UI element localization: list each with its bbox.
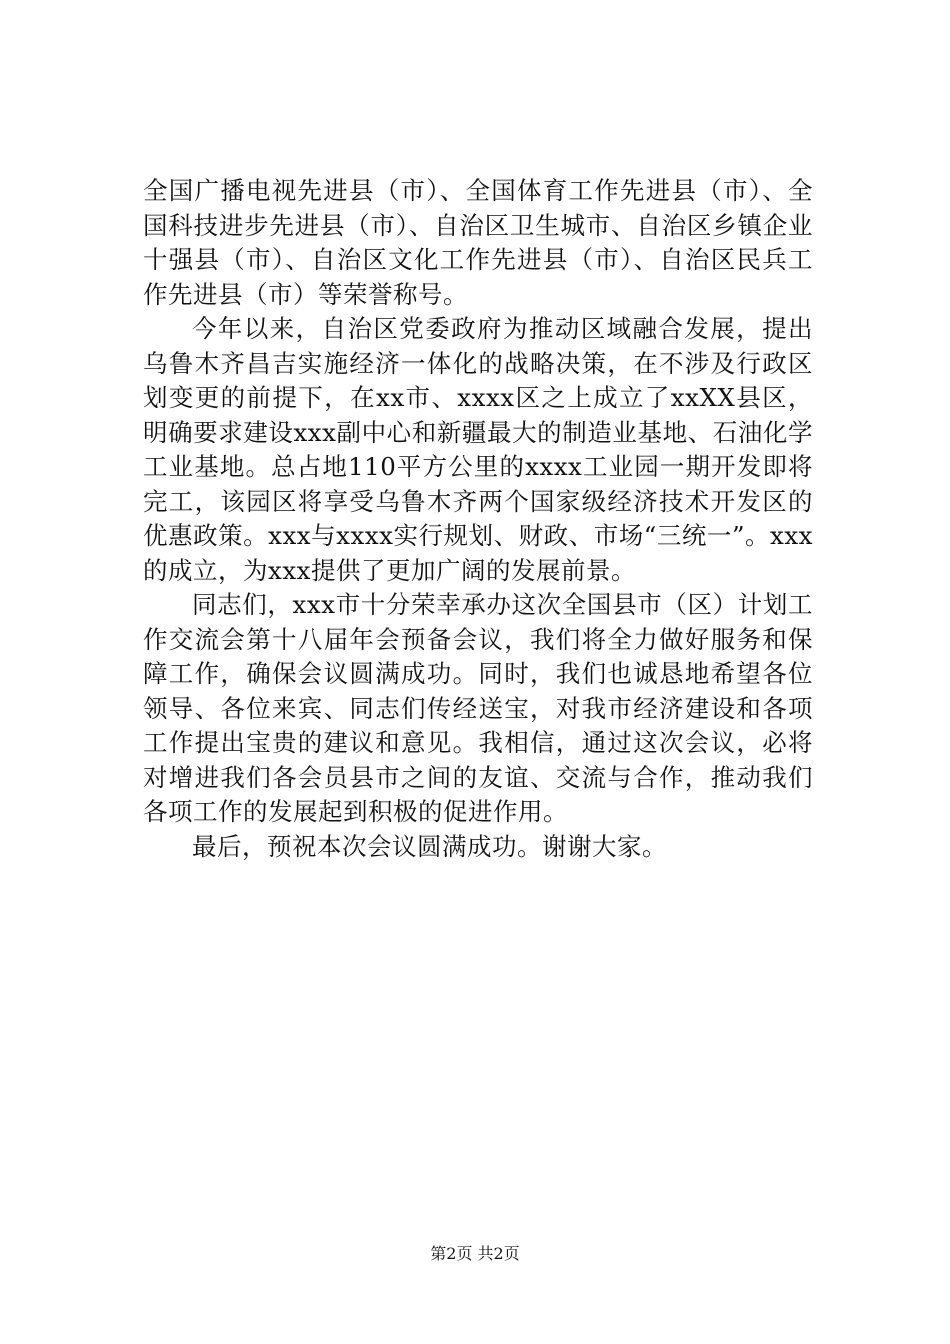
page-number-footer: 第2页 共2页 <box>430 1244 520 1263</box>
paragraph-integration: 今年以来，自治区党委政府为推动区域融合发展，提出乌鲁木齐昌吉实施经济一体化的战略决策，在不涉及行政区划变更的前提下，在xx市、xxxx区之上成立了xxXX县区，明确要求建设xxx副中心和新疆最大的制造业基地、石油化学工业基地。总占地110平方公里的xxxx工业园一期开发即将完工，该园区将享受乌鲁木齐两个国家级经济技术开发区的优惠政策。xxx与xxxx实行规划、财政、市场“三统一”。xxx的成立，为xxx提供了更加广阔的发展前景。 <box>143 314 813 585</box>
paragraph-closing: 最后，预祝本次会议圆满成功。谢谢大家。 <box>192 831 667 861</box>
paragraph-honors: 全国广播电视先进县（市）、全国体育工作先进县（市）、全国科技进步先进县（市）、自治区卫生城市、自治区乡镇企业十强县（市）、自治区文化工作先进县（市）、自治区民兵工作先进县（市）等荣誉称号。 <box>143 176 813 309</box>
document-body <box>143 174 813 864</box>
paragraph-conference: 同志们，xxx市十分荣幸承办这次全国县市（区）计划工作交流会第十八届年会预备会议，我们将全力做好服务和保障工作，确保会议圆满成功。同时，我们也诚恳地希望各位领导、各位来宾、同志们传经送宝，对我市经济建设和各项工作提出宝贵的建议和意见。我相信，通过这次会议，必将对增进我们各会员县市之间的友谊、交流与合作，推动我们各项工作的发展起到积极的促进作用。 <box>143 590 813 826</box>
